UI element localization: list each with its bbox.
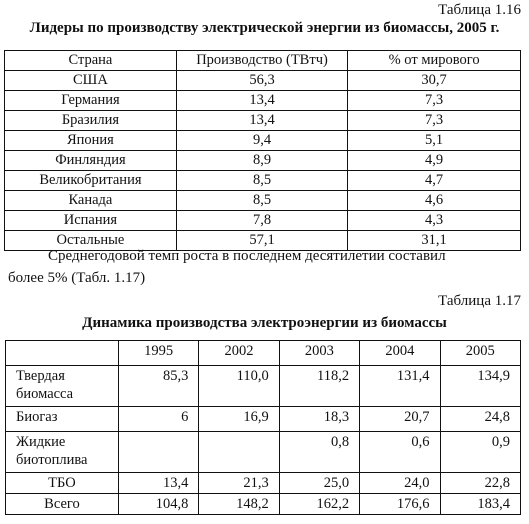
table-cell: 104,8	[118, 494, 198, 515]
table-cell: 148,2	[199, 494, 279, 515]
table-cell: 20,7	[360, 407, 440, 432]
table-row	[5, 131, 521, 151]
table-cell: 13,4	[176, 111, 347, 131]
table-cell	[6, 341, 119, 366]
table-title: Лидеры по производству электрической энергии из биомассы, 2005 г.	[29, 20, 500, 36]
table-cell: 30,7	[348, 71, 521, 91]
table-row	[6, 407, 521, 432]
table-row	[5, 211, 521, 231]
table-cell: Финляндия	[5, 151, 177, 171]
column-header: 2003	[279, 341, 359, 366]
table-cell: Испания	[5, 211, 177, 231]
table-header-row	[5, 51, 521, 71]
row-header: Биогаз	[6, 407, 119, 432]
table-cell: 0,8	[279, 432, 359, 473]
table-row	[5, 151, 521, 171]
column-header: 2005	[440, 341, 520, 366]
column-header: 2002	[199, 341, 279, 366]
table-cell: 56,3	[176, 71, 347, 91]
table-header-row	[6, 341, 521, 366]
table-cell: 176,6	[360, 494, 440, 515]
table-cell: 7,8	[176, 211, 347, 231]
table-cell: 85,3	[118, 366, 198, 407]
table-cell: 8,5	[176, 191, 347, 211]
table-cell: США	[5, 71, 177, 91]
table-cell: 22,8	[440, 473, 520, 494]
production-leaders-table	[4, 50, 521, 251]
table-cell: 162,2	[279, 494, 359, 515]
body-text-line: Среднегодовой темп роста в последнем десятилетии составил	[48, 248, 446, 264]
column-header: Страна	[5, 51, 177, 71]
table-cell: Остальные	[5, 231, 177, 251]
table-cell: 16,9	[199, 407, 279, 432]
table-row	[6, 432, 521, 473]
table-row	[5, 91, 521, 111]
table-cell: 25,0	[279, 473, 359, 494]
table-cell	[118, 432, 198, 473]
table-cell: 134,9	[440, 366, 520, 407]
column-header: 2004	[360, 341, 440, 366]
table-cell: 5,1	[348, 131, 521, 151]
column-header: Производство (ТВтч)	[176, 51, 347, 71]
column-header: 1995	[118, 341, 198, 366]
table-cell: 21,3	[199, 473, 279, 494]
table-cell: 4,3	[348, 211, 521, 231]
table-cell: Канада	[5, 191, 177, 211]
table-cell: 24,0	[360, 473, 440, 494]
table-cell: 57,1	[176, 231, 347, 251]
table-cell: 118,2	[279, 366, 359, 407]
table-row	[6, 473, 521, 494]
column-header: % от мирового	[348, 51, 521, 71]
row-header: Всего	[6, 494, 119, 515]
table-row	[5, 71, 521, 91]
table-cell: 8,9	[176, 151, 347, 171]
biomass-dynamics-table	[5, 340, 521, 515]
table-title: Динамика производства электроэнергии из биомассы	[82, 315, 447, 331]
table-cell: 4,9	[348, 151, 521, 171]
table-cell: Бразилия	[5, 111, 177, 131]
table-cell: 13,4	[176, 91, 347, 111]
table-cell: 131,4	[360, 366, 440, 407]
table-cell	[199, 432, 279, 473]
table-cell: Германия	[5, 91, 177, 111]
table-cell: 4,7	[348, 171, 521, 191]
table-cell: Япония	[5, 131, 177, 151]
table-cell: 110,0	[199, 366, 279, 407]
table-row	[6, 494, 521, 515]
table-cell: 31,1	[348, 231, 521, 251]
table-cell: Великобритания	[5, 171, 177, 191]
table-cell: 6	[118, 407, 198, 432]
table-row	[5, 171, 521, 191]
table-cell: 183,4	[440, 494, 520, 515]
row-header: ТБО	[6, 473, 119, 494]
table-cell: 24,8	[440, 407, 520, 432]
row-header: Твердая биомасса	[6, 366, 119, 407]
table-row	[5, 111, 521, 131]
table-cell: 18,3	[279, 407, 359, 432]
table-cell: 13,4	[118, 473, 198, 494]
table-caption: Таблица 1.17	[438, 293, 521, 309]
table-cell: 7,3	[348, 91, 521, 111]
table-cell: 9,4	[176, 131, 347, 151]
table-row	[5, 191, 521, 211]
table-cell: 0,9	[440, 432, 520, 473]
table-cell: 0,6	[360, 432, 440, 473]
body-text-line: более 5% (Табл. 1.17)	[8, 270, 146, 286]
table-cell: 4,6	[348, 191, 521, 211]
table-row	[6, 366, 521, 407]
table-cell: 7,3	[348, 111, 521, 131]
table-cell: 8,5	[176, 171, 347, 191]
table-caption: Таблица 1.16	[438, 2, 521, 18]
row-header: Жидкие биотоплива	[6, 432, 119, 473]
